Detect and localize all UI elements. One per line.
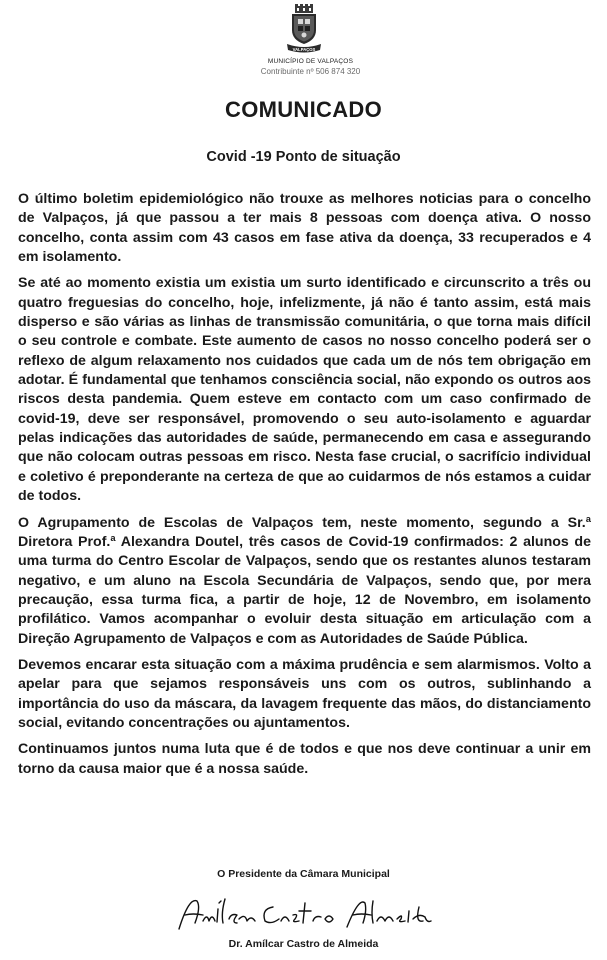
page-title: COMUNICADO (225, 97, 382, 122)
letterhead (0, 4, 607, 76)
paragraph-1: O último boletim epidemiológico não trouxe as melhores noticias para o concelho de Valpaços, já que passou a ter mais 8 pessoas com doença ativa. O nosso concelho, conta assim com 43 casos em fase ativa da doença, 33 recuperados e 4 em isolamento. (18, 191, 591, 266)
municipality-name: MUNICÍPIO DE VALPAÇOS (267, 58, 354, 65)
handwritten-signature (175, 893, 435, 933)
paragraph-4: Devemos encarar esta situação com a máxima prudência e sem alarmismos. Volto a apelar para que sejamos responsáveis uns com os outros, sublinhando a importância do uso da máscara, da lavagem frequente das mãos, do distanciamento social, evitando concentrações ou ajuntamentos. (18, 656, 591, 731)
crest-ribbon-text: VALPAÇOS (292, 47, 315, 52)
paragraph-5: Continuamos juntos numa luta que é de todos e que nos deve continuar a unir em torno da causa maior que é a nossa saúde. (18, 741, 591, 777)
paragraph-2: Se até ao momento existia um existia um surto identificado e circunscrito a três ou quatro freguesias do concelho, hoje, infelizmente, já não é tanto assim, está mais disperso e são várias as linhas de transmissão comunitária, o que torna mais difícil o seu controle e combate. Este aumento de casos no nosso concelho poderá ser o reflexo de algum relaxamento nos cuidados que cada um de nós tem obrigação em adotar. É fundamental que tenhamos consciência social, não expondo os outros aos riscos desta pandemia. Quem esteve em contacto com um caso confirmado de covid-19, deve ser responsável, promovendo o seu auto-isolamento e aguardar pelas indicações das autoridades de saúde, permanecendo em casa e assegurando que não colocam outras pessoas em risco. Nesta fase crucial, o sacrifício individual e coletivo é preponderante na certeza de que ao cuidarmos de nós estamos a cuidar de todos. (18, 275, 591, 505)
municipal-coat-of-arms-icon (284, 4, 324, 56)
paragraph-3: O Agrupamento de Escolas de Valpaços tem, neste momento, segundo a Sr.ª Diretora Prof.ª Alexandra Doutel, três casos de Covid-19 confirmados: 2 alunos de uma turma do Centro Escolar de Valpaços, sendo que os restantes alunos testaram negativo, e um aluno na Escola Secundária de Valpaços, sendo que, por mera precaução, essa turma fica, a partir de hoje, 12 de Novembro, em isolamento profilático. Vamos acompanhar o evoluir desta situação em articulação com a Direção Agrupamento de Valpaços e com as Autoridades de Saúde Pública. (18, 514, 591, 647)
signatory-name: Dr. Amílcar Castro de Almeida (228, 938, 379, 950)
page-subtitle: Covid -19 Ponto de situação (206, 149, 401, 165)
tax-id: Contribuinte nº 506 874 320 (260, 67, 361, 76)
document-body (18, 190, 591, 786)
signature-role: O Presidente da Câmara Municipal (217, 868, 390, 880)
